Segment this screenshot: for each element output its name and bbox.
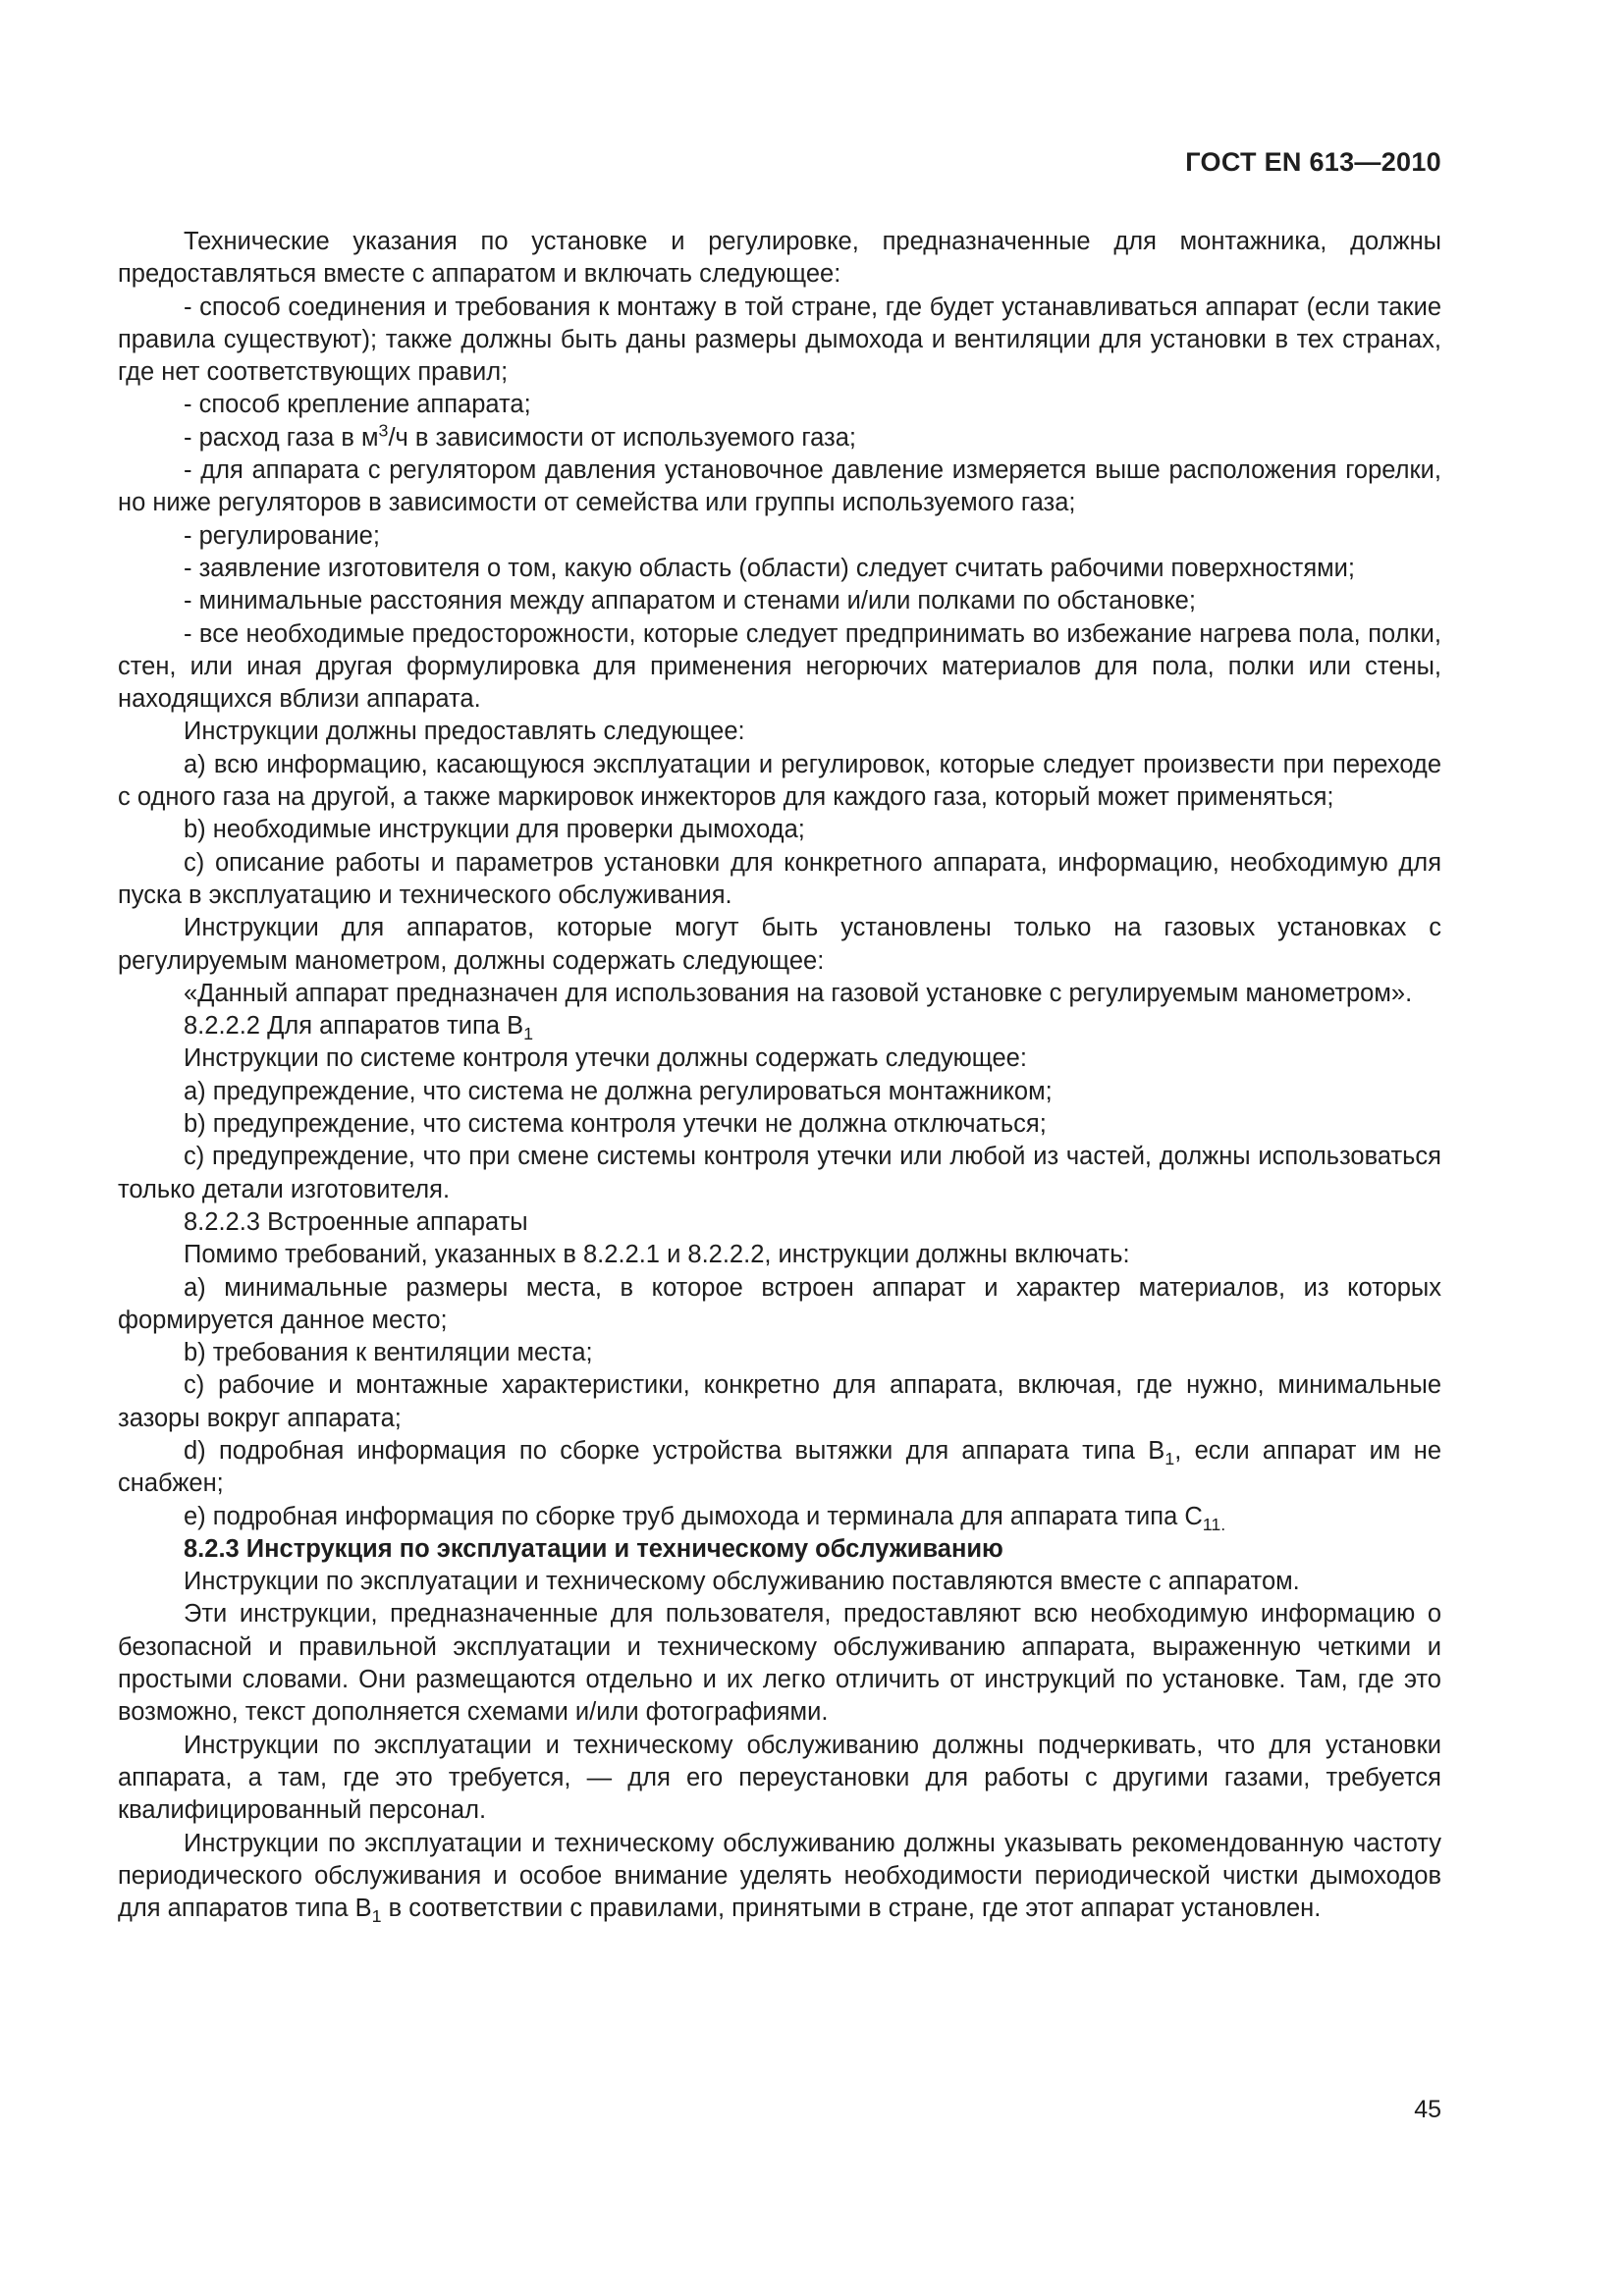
text-run: d) подробная информация по сборке устройства вытяжки для аппарата типа В bbox=[184, 1436, 1165, 1465]
list-item: - заявление изготовителя о том, какую область (области) следует считать рабочими поверхностями; bbox=[184, 554, 1355, 582]
text-run: Инструкции по эксплуатации и техническому обслуживанию должны указывать рекомендованную частоту периодического обслуживания и особое внимание уделять необходимости периодической чистки дымоходов для аппаратов типа В bbox=[118, 1829, 1441, 1923]
page-number: 45 bbox=[1414, 2096, 1441, 2123]
subscript: 11. bbox=[1202, 1514, 1226, 1534]
text-run: в соответствии с правилами, принятыми в стране, где этот аппарат установлен. bbox=[381, 1895, 1322, 1923]
list-item: а) всю информацию, касающуюся эксплуатации и регулировок, которые следует произвести при переходе с одного газа на другой, а также маркировок инжекторов для каждого газа, который может применяться; bbox=[118, 750, 1441, 812]
text-run: , если аппарат им не снабжен; bbox=[118, 1436, 1441, 1498]
paragraph: Помимо требований, указанных в 8.2.2.1 и 8.2.2.2, инструкции должны включать: bbox=[184, 1241, 1130, 1269]
text-run: 8.2.2.2 Для аппаратов типа В bbox=[184, 1012, 524, 1041]
list-item: с) предупреждение, что при смене системы контроля утечки или любой из частей, должны использоваться только детали изготовителя. bbox=[118, 1143, 1441, 1203]
page-body bbox=[118, 226, 1441, 1925]
paragraph: Технические указания по установке и регулировке, предназначенные для монтажника, должны предоставляться вместе с аппаратом и включать следующее: bbox=[118, 228, 1441, 289]
list-item: b) необходимые инструкции для проверки дымохода; bbox=[184, 816, 805, 844]
list-item: - для аппарата с регулятором давления установочное давление измеряется выше расположения горелки, но ниже регуляторов в зависимости от семейства или группы используемого газа; bbox=[118, 456, 1441, 517]
list-item: а) минимальные размеры места, в которое встроен аппарат и характер материалов, из которых формируется данное место; bbox=[118, 1273, 1441, 1334]
section-heading: 8.2.2.3 Встроенные аппараты bbox=[184, 1207, 528, 1236]
subscript: 1 bbox=[371, 1906, 382, 1927]
subscript: 1 bbox=[1164, 1449, 1175, 1469]
text-run: е) подробная информация по сборке труб дымохода и терминала для аппарата типа С bbox=[184, 1502, 1203, 1530]
text-run: - расход газа в м bbox=[184, 423, 379, 452]
list-item: с) описание работы и параметров установки для конкретного аппарата, информацию, необходимую для пуска в эксплуатацию и технического обслуживания. bbox=[118, 848, 1441, 909]
superscript: 3 bbox=[378, 420, 389, 441]
list-item: - минимальные расстояния между аппаратом и стенами и/или полками по обстановке; bbox=[184, 587, 1196, 615]
list-item: а) предупреждение, что система не должна регулироваться монтажником; bbox=[184, 1077, 1053, 1105]
subscript: 1 bbox=[523, 1024, 534, 1044]
paragraph: Инструкции по эксплуатации и техническому обслуживанию поставляются вместе с аппаратом. bbox=[184, 1568, 1300, 1596]
list-item bbox=[118, 422, 1441, 454]
list-item bbox=[118, 1501, 1441, 1533]
list-item: с) рабочие и монтажные характеристики, конкретно для аппарата, включая, где нужно, минимальные зазоры вокруг аппарата; bbox=[118, 1371, 1441, 1432]
list-item: b) предупреждение, что система контроля утечки не должна отключаться; bbox=[184, 1110, 1047, 1139]
paragraph: Инструкции для аппаратов, которые могут быть установлены только на газовых установках с регулируемым манометром, должны содержать следующее: bbox=[118, 914, 1441, 975]
section-heading bbox=[118, 1010, 1441, 1042]
paragraph bbox=[118, 1828, 1441, 1926]
paragraph: Эти инструкции, предназначенные для пользователя, предоставляют всю необходимую информацию о безопасной и правильной эксплуатации и техническому обслуживанию аппарата, выраженную четкими и простыми словами. Они размещаются отдельно и их легко отличить от инструкций по установке. Там, где это возможно, текст дополняется схемами и/или фотографиями. bbox=[118, 1600, 1441, 1727]
list-item: - все необходимые предосторожности, которые следует предпринимать во избежание нагрева пола, полки, стен, или иная другая формулировка для применения негорючих материалов для пола, полки или стены, находящихся вблизи аппарата. bbox=[118, 619, 1441, 714]
paragraph: Инструкции по эксплуатации и техническому обслуживанию должны подчеркивать, что для установки аппарата, а там, где это требуется, — для его переустановки для работы с другими газами, требуется квалифицированный персонал. bbox=[118, 1731, 1441, 1825]
list-item: - способ крепление аппарата; bbox=[184, 391, 531, 419]
list-item: b) требования к вентиляции места; bbox=[184, 1339, 593, 1367]
list-item: - способ соединения и требования к монтажу в той стране, где будет устанавливаться аппарат (если такие правила существуют); также должны быть даны размеры дымохода и вентиляции для установки в тех странах, где нет соответствующих правил; bbox=[118, 293, 1441, 387]
list-item: - регулирование; bbox=[184, 521, 380, 550]
quote-paragraph: «Данный аппарат предназначен для использования на газовой установке с регулируемым манометром». bbox=[184, 979, 1413, 1007]
paragraph: Инструкции по системе контроля утечки должны содержать следующее: bbox=[184, 1044, 1027, 1073]
document-code-header: ГОСТ EN 613—2010 bbox=[1185, 147, 1441, 177]
list-item bbox=[118, 1435, 1441, 1501]
text-run: /ч в зависимости от используемого газа; bbox=[388, 423, 856, 452]
section-heading: 8.2.3 Инструкция по эксплуатации и техническому обслуживанию bbox=[184, 1534, 1003, 1563]
paragraph: Инструкции должны предоставлять следующее: bbox=[184, 718, 745, 746]
